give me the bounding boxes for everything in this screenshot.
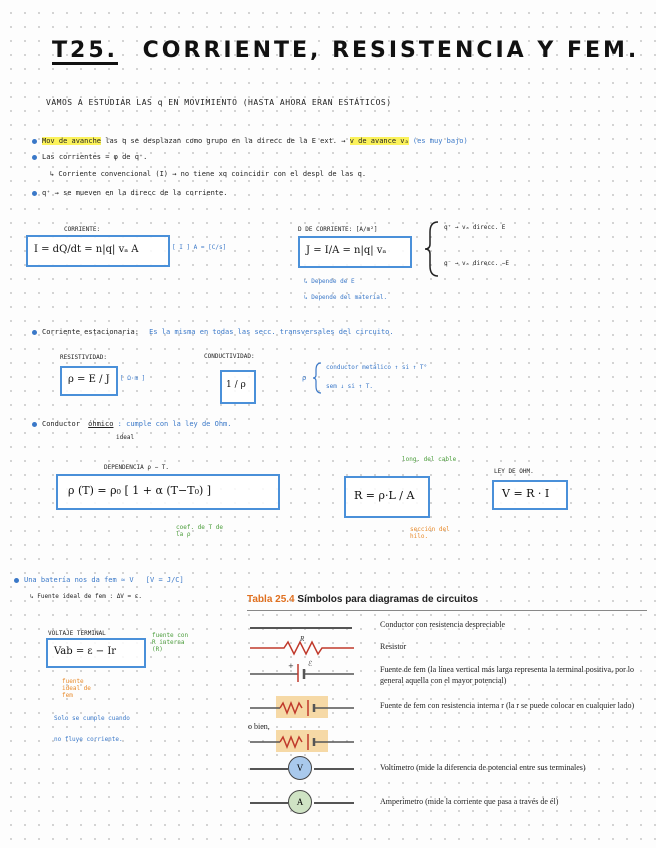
fuente-ideal: ↳ Fuente ideal de fem : ΔV = ε. <box>30 593 142 600</box>
resistividad-label: RESISTIVIDAD: <box>60 354 107 361</box>
table-row-5-desc: Voltímetro (mide la diferencia de potencial entre sus terminales) <box>380 763 586 772</box>
bullet-bateria: Una batería nos da fem ≃ V [V = J/C] <box>14 576 184 584</box>
title-text: CORRIENTE, RESISTENCIA Y FEM. <box>142 38 640 63</box>
table-rule <box>247 610 647 611</box>
dep-e: ↳ Depende de E <box>304 278 355 285</box>
ohm-box <box>492 480 568 510</box>
svg-text:R: R <box>300 636 305 643</box>
semi-note: sem ↓ si ↑ T. <box>326 383 373 390</box>
long-note: long. del cable <box>402 456 457 463</box>
seccion-note: sección del hilo. <box>410 526 450 540</box>
fuente-ideal-note: fuente ideal de fem <box>62 678 91 699</box>
bullet-q-plus: q⁺ → se mueven en la direcc de la corriente. <box>32 189 227 197</box>
resistance-box <box>344 476 430 518</box>
voltmeter-icon: V <box>288 756 312 780</box>
ohm-formula: V = R · I <box>502 487 550 500</box>
dep-material: ↳ Depende del material. <box>304 294 388 301</box>
conductividad-formula: 1 / ρ <box>226 380 246 390</box>
corriente-label: CORRIENTE: <box>64 226 101 233</box>
solo-note: Solo se cumple cuando <box>54 715 130 722</box>
resistance-formula: R = ρ·L / A <box>354 489 415 502</box>
voltmeter-wire-right <box>314 768 354 770</box>
resistividad-formula: ρ = E / J <box>68 374 110 385</box>
voltmeter-wire-left <box>250 768 288 770</box>
table-obien: o bien, <box>248 722 270 731</box>
intro-text: VAMOS A ESTUDIAR LAS q EN MOVIMIENTO (HASTA AHORA ERAN ESTÁTICOS) <box>46 98 392 107</box>
corriente-unit: [ I ] A = [C/s] <box>172 244 227 251</box>
fem-internal-icon <box>250 696 354 718</box>
corriente-box <box>26 235 170 267</box>
dependencia-label: DEPENDENCIA ρ − T. <box>104 464 170 471</box>
brace-small-icon <box>312 362 322 394</box>
density-label: D DE CORRIENTE: [A/m²] <box>298 226 378 233</box>
solo-note-2: no fluye corriente. <box>54 736 123 743</box>
table-row-2-desc: Resistor <box>380 642 407 651</box>
coef-note: coef. de T de la ρ <box>176 524 223 538</box>
ammeter-icon: A <box>288 790 312 814</box>
ohmico-ideal: ideal <box>116 434 135 441</box>
voltaje-box <box>46 638 146 668</box>
brace-neg: q⁻ → vₐ direcc. −E <box>444 260 510 267</box>
ammeter-wire-right <box>314 802 354 804</box>
page-title <box>52 38 639 63</box>
svg-text:ℰ: ℰ <box>308 660 313 668</box>
table-title: Tabla 25.4 Símbolos para diagramas de circuitos <box>247 594 479 605</box>
conductor-symbol <box>250 627 352 629</box>
bullet-estacionaria: Corriente estacionaria: Es la misma en todas las secc. transversales del circuito. <box>32 328 394 336</box>
corriente-formula: I = dQ/dt = n|q| vₐ A <box>34 244 139 255</box>
fem-internal-alt-icon <box>250 730 354 752</box>
voltaje-formula: Vab = ε − Ir <box>54 646 117 657</box>
svg-text:+: + <box>288 662 294 670</box>
table-row-4-desc: Fuente de fem con resistencia interna r (la r se puede colocar en cualquier lado) <box>380 701 635 710</box>
fem-source-icon <box>250 660 354 682</box>
resistor-icon <box>250 636 354 656</box>
fuente-interna-note: fuente con R interna (R) <box>152 632 189 653</box>
voltaje-label: VOLTAJE TERMINAL <box>48 630 106 637</box>
resistividad-unit: [ Ω·m ] <box>120 375 146 382</box>
density-formula: J = I/A = n|q| vₐ <box>306 245 387 256</box>
title-code: T25. <box>52 38 118 63</box>
conductividad-label: CONDUCTIVIDAD: <box>204 353 255 360</box>
table-row-6-desc: Amperímetro (mide la corriente que pasa a través de él) <box>380 797 559 806</box>
ammeter-wire-left <box>250 802 288 804</box>
dependencia-box <box>56 474 280 510</box>
brace-icon <box>424 220 440 278</box>
table-row-3-desc: Fuente de fem (la línea vertical más larga representa la terminal positiva, por lo general aquella con el mayor potencial) <box>380 665 634 685</box>
resistividad-box <box>60 366 118 396</box>
conductividad-box <box>220 370 256 404</box>
dependencia-formula: ρ (T) = ρ₀ [ 1 + α (T−T₀) ] <box>68 484 212 497</box>
rho-symbol: ρ <box>302 374 307 382</box>
bullet-corrientes: Las corrientes = φ de q⁺. <box>32 153 147 161</box>
ley-ohm-label: LEY DE OHM. <box>494 468 534 475</box>
table-row-1-desc: Conductor con resistencia despreciable <box>380 620 506 629</box>
bullet-mov-avance: Mov de avanche las q se desplazan como grupo en la direcc de la E ext. → v de avance vₐ (es muy bajo) <box>32 137 468 145</box>
bullet-ohmico: Conductor óhmico : cumple con la ley de Ohm. <box>32 420 231 428</box>
brace-pos: q⁺ → vₐ direcc. E <box>444 224 506 231</box>
density-box <box>298 236 412 268</box>
metal-note: conductor metálico ↑ si ↑ T° <box>326 364 428 371</box>
bullet-convencional: ↳ Corriente convencional (I) → no tiene xq coincidir con el despl de las q. <box>50 170 367 178</box>
